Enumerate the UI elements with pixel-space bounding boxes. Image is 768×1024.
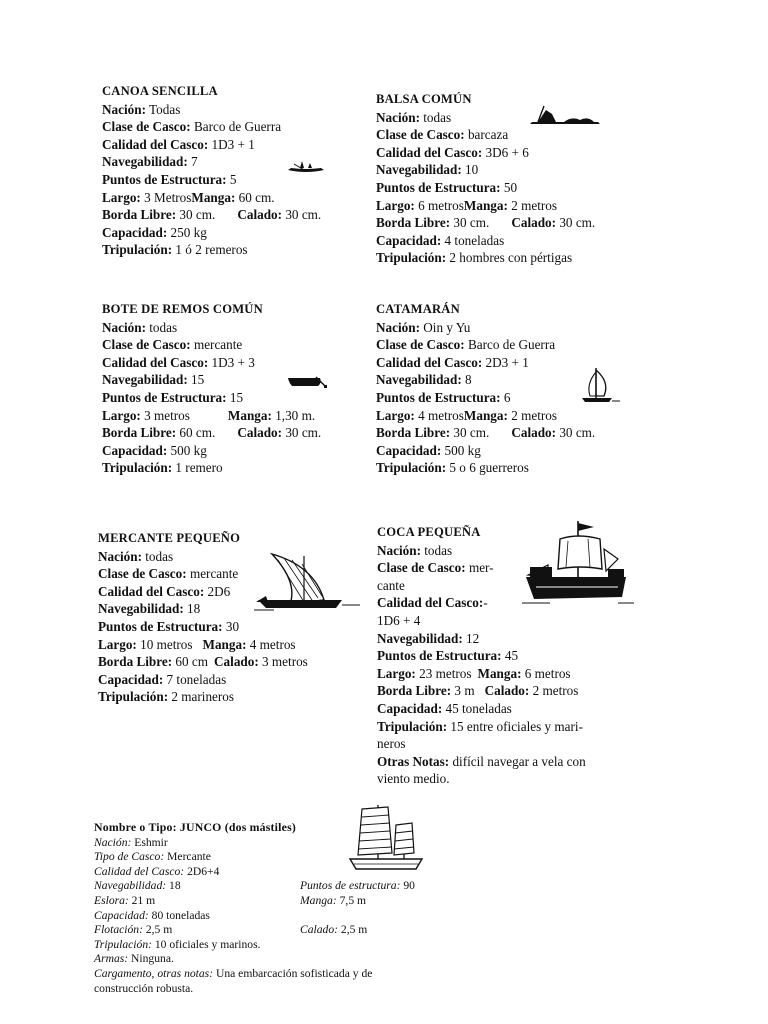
field-label: Capacidad: (376, 232, 442, 248)
field-label: Nación: (377, 542, 421, 558)
field-label: Tripulación: (102, 460, 173, 476)
field-label: Puntos de estructura: (300, 879, 401, 893)
field-label: Manga: (477, 665, 522, 681)
field-value: 10 oficiales y marinos. (151, 937, 261, 951)
field-value: 2D6+4 (184, 864, 220, 878)
field-value: 30 cm. (282, 207, 322, 223)
field-label: Capacidad: (102, 442, 168, 458)
field-value: 4 metros (246, 636, 296, 652)
junk-ship-icon (348, 803, 424, 875)
field-label: Navegabilidad: (376, 372, 462, 388)
ship-entry-catamaran (376, 301, 595, 477)
field-label: Calado: (237, 207, 283, 223)
field-value: 10 metros (136, 636, 193, 652)
small-merchant-ship-icon (254, 548, 362, 614)
field-label: Borda Libre: (376, 425, 451, 441)
field-value: 2D3 + 1 (482, 354, 529, 370)
field-value: 2,5 m (338, 923, 368, 937)
field-value: 12 (462, 630, 480, 646)
field-value: Oin y Yu (419, 319, 471, 335)
field-label: Clase de Casco: (377, 560, 466, 576)
field-label: Tripulación: (377, 718, 448, 734)
field-label: Cargamento, otras notas: (94, 966, 214, 980)
field-label: Manga: (191, 189, 236, 205)
field-label: Nación: (102, 319, 146, 335)
field-value: todas (141, 548, 174, 564)
field-value: - (483, 595, 488, 611)
field-label: Borda Libre: (376, 215, 451, 231)
field-value: 1D3 + 1 (208, 136, 255, 152)
field-value: 30 cm. (556, 215, 596, 231)
field-value: 80 toneladas (148, 908, 210, 922)
field-label: Nación: (376, 319, 420, 335)
field-value: 7 (187, 154, 198, 170)
field-label: Capacidad: (98, 671, 164, 687)
field-label: Tipo de Casco: (94, 850, 165, 864)
field-value: difícil navegar a vela con (449, 753, 586, 769)
field-label: Largo: (98, 636, 137, 652)
field-label: Borda Libre: (102, 425, 177, 441)
field-value: 4 metros (414, 407, 464, 423)
ship-title: CANOA SENCILLA (102, 84, 218, 98)
ship-title: CATAMARÁN (376, 302, 460, 316)
field-label: Clase de Casco: (98, 566, 187, 582)
field-value: 4 toneladas (441, 232, 505, 248)
canoe-icon (286, 158, 326, 174)
field-value: 30 cm. (282, 425, 322, 441)
field-value: todas (145, 319, 178, 335)
ship-entry-bote (102, 301, 321, 477)
field-value: mer- (465, 560, 494, 576)
field-label: Borda Libre: (377, 683, 452, 699)
field-label: Navegabilidad: (94, 879, 167, 893)
field-value: 45 (501, 648, 519, 664)
field-value: 1D3 + 3 (208, 354, 255, 370)
field-label: Borda Libre: (98, 654, 173, 670)
field-value: 90 (400, 879, 415, 893)
field-label: Eslora: (94, 893, 129, 907)
ship-title: COCA PEQUEÑA (377, 525, 481, 539)
field-label: Tripulación: (376, 250, 447, 266)
raft-icon (528, 104, 604, 126)
field-label: Manga: (202, 636, 247, 652)
field-label: Largo: (376, 197, 415, 213)
field-label: Clase de Casco: (102, 119, 191, 135)
field-label: Calidad del Casco: (376, 354, 483, 370)
field-label: Armas: (94, 952, 129, 966)
field-value: 15 (187, 372, 205, 388)
field-label: Calidad del Casco: (377, 595, 484, 611)
field-value: 6 (500, 389, 511, 405)
field-label: Calidad del Casco: (94, 864, 185, 878)
field-label: Nación: (376, 109, 420, 125)
field-label: Clase de Casco: (376, 127, 465, 143)
field-label: Puntos de Estructura: (98, 618, 223, 634)
field-label: Calado: (214, 654, 259, 670)
field-value: Todas (145, 101, 181, 117)
catamaran-icon (576, 366, 620, 406)
field-value: 60 cm. (235, 189, 275, 205)
field-label: Navegabilidad: (98, 601, 184, 617)
field-label: Capacidad: (102, 224, 168, 240)
field-label: Calado: (300, 923, 339, 937)
field-label: Calado: (511, 215, 557, 231)
junco-title-label: Nombre o Tipo: (94, 820, 177, 834)
field-value: mercante (190, 337, 243, 353)
field-value-continued: neros (377, 736, 406, 752)
field-label: Calidad del Casco: (98, 583, 205, 599)
rowboat-icon (286, 374, 328, 388)
field-value: 30 (222, 618, 240, 634)
field-value: 2,5 m (142, 923, 173, 937)
field-value: Una embarcación sofisticada y de (213, 966, 373, 980)
field-value: 21 m (128, 893, 156, 907)
field-value: 2 hombres con pértigas (446, 250, 573, 266)
field-value: 3D6 + 6 (482, 144, 529, 160)
field-label: Largo: (376, 407, 415, 423)
field-value: Ninguna. (128, 952, 174, 966)
field-label: Calado: (484, 683, 530, 699)
field-value: 30 cm. (450, 425, 490, 441)
field-value: 7,5 m (336, 893, 367, 907)
ship-title: BOTE DE REMOS COMÚN (102, 302, 263, 316)
field-value: todas (420, 542, 453, 558)
field-label: Navegabilidad: (102, 372, 188, 388)
field-value: 1 remero (172, 460, 223, 476)
field-value: 500 kg (441, 442, 481, 458)
field-value: Mercante (164, 850, 211, 864)
field-label: Manga: (463, 197, 508, 213)
field-value: todas (419, 109, 452, 125)
field-value: 30 cm. (450, 215, 490, 231)
field-label: Tripulación: (102, 242, 173, 258)
field-value: 50 (500, 179, 518, 195)
field-value: 30 cm. (176, 207, 216, 223)
field-value: 250 kg (167, 224, 207, 240)
field-label: Otras Notas: (377, 753, 450, 769)
field-label: Nación: (94, 835, 132, 849)
field-label: Puntos de Estructura: (376, 179, 501, 195)
ship-title: MERCANTE PEQUEÑO (98, 531, 241, 545)
field-value: 23 metros (415, 665, 472, 681)
ship-title: BALSA COMÚN (376, 92, 472, 106)
field-value: 1 ó 2 remeros (172, 242, 248, 258)
field-label: Largo: (377, 665, 416, 681)
field-label: Clase de Casco: (102, 337, 191, 353)
field-value: 60 cm (172, 654, 209, 670)
field-value: 2 metros (529, 683, 579, 699)
field-value: 3 metros (258, 654, 308, 670)
field-value: 2 metros (507, 407, 557, 423)
field-value: 5 (226, 171, 237, 187)
field-value: 2 marineros (168, 689, 235, 705)
field-label: Calidad del Casco: (102, 354, 209, 370)
field-value: 6 metros (521, 665, 571, 681)
field-value: Eshmir (131, 835, 168, 849)
field-label: Navegabilidad: (102, 154, 188, 170)
cog-ship-icon (522, 519, 634, 611)
field-value: 2D6 (204, 583, 231, 599)
field-value: 3 Metros (140, 189, 192, 205)
field-label: Puntos de Estructura: (102, 171, 227, 187)
field-label: Nación: (102, 101, 146, 117)
junco-title-value: JUNCO (dos mástiles) (176, 820, 296, 834)
field-label: Manga: (300, 893, 337, 907)
field-value: Barco de Guerra (464, 337, 556, 353)
field-value: 6 metros (414, 197, 464, 213)
field-value: 5 o 6 guerreros (446, 460, 529, 476)
field-label: Nación: (98, 548, 142, 564)
field-value: 18 (166, 879, 181, 893)
field-value: 10 (461, 162, 479, 178)
field-label: Calidad del Casco: (102, 136, 209, 152)
field-value: 60 cm. (176, 425, 216, 441)
field-value: 18 (183, 601, 201, 617)
field-label: Tripulación: (94, 937, 152, 951)
field-value-continued: construcción robusta. (94, 981, 194, 995)
field-value: 7 toneladas (163, 671, 227, 687)
field-value-continued: cante (377, 577, 405, 593)
field-label: Tripulación: (376, 460, 447, 476)
field-label: Calidad del Casco: (376, 144, 483, 160)
field-value: Barco de Guerra (190, 119, 282, 135)
field-label: Clase de Casco: (376, 337, 465, 353)
field-label: Largo: (102, 407, 141, 423)
field-label: Capacidad: (94, 908, 149, 922)
field-label: Capacidad: (376, 442, 442, 458)
field-label: Tripulación: (98, 689, 169, 705)
field-value: 15 entre oficiales y mari- (447, 718, 583, 734)
field-value: barcaza (464, 127, 509, 143)
field-label: Largo: (102, 189, 141, 205)
field-value-continued: viento medio. (377, 771, 450, 787)
field-label: Puntos de Estructura: (102, 389, 227, 405)
field-label: Manga: (227, 407, 272, 423)
field-value: 8 (461, 372, 472, 388)
field-label: Navegabilidad: (377, 630, 463, 646)
field-value: mercante (186, 566, 239, 582)
field-value: 3 m (451, 683, 475, 699)
field-label: Borda Libre: (102, 207, 177, 223)
field-label: Flotación: (94, 923, 143, 937)
field-label: Capacidad: (377, 700, 443, 716)
field-value: 1,30 m. (271, 407, 316, 423)
field-value-continued: 1D6 + 4 (377, 612, 421, 628)
field-label: Calado: (237, 425, 283, 441)
field-label: Calado: (511, 425, 557, 441)
field-value: 500 kg (167, 442, 207, 458)
field-value: 45 toneladas (442, 700, 512, 716)
field-value: 3 metros (140, 407, 190, 423)
field-label: Manga: (463, 407, 508, 423)
field-value: 30 cm. (556, 425, 596, 441)
field-value: 15 (226, 389, 244, 405)
field-label: Puntos de Estructura: (377, 648, 502, 664)
field-label: Puntos de Estructura: (376, 389, 501, 405)
field-label: Navegabilidad: (376, 162, 462, 178)
field-value: 2 metros (507, 197, 557, 213)
